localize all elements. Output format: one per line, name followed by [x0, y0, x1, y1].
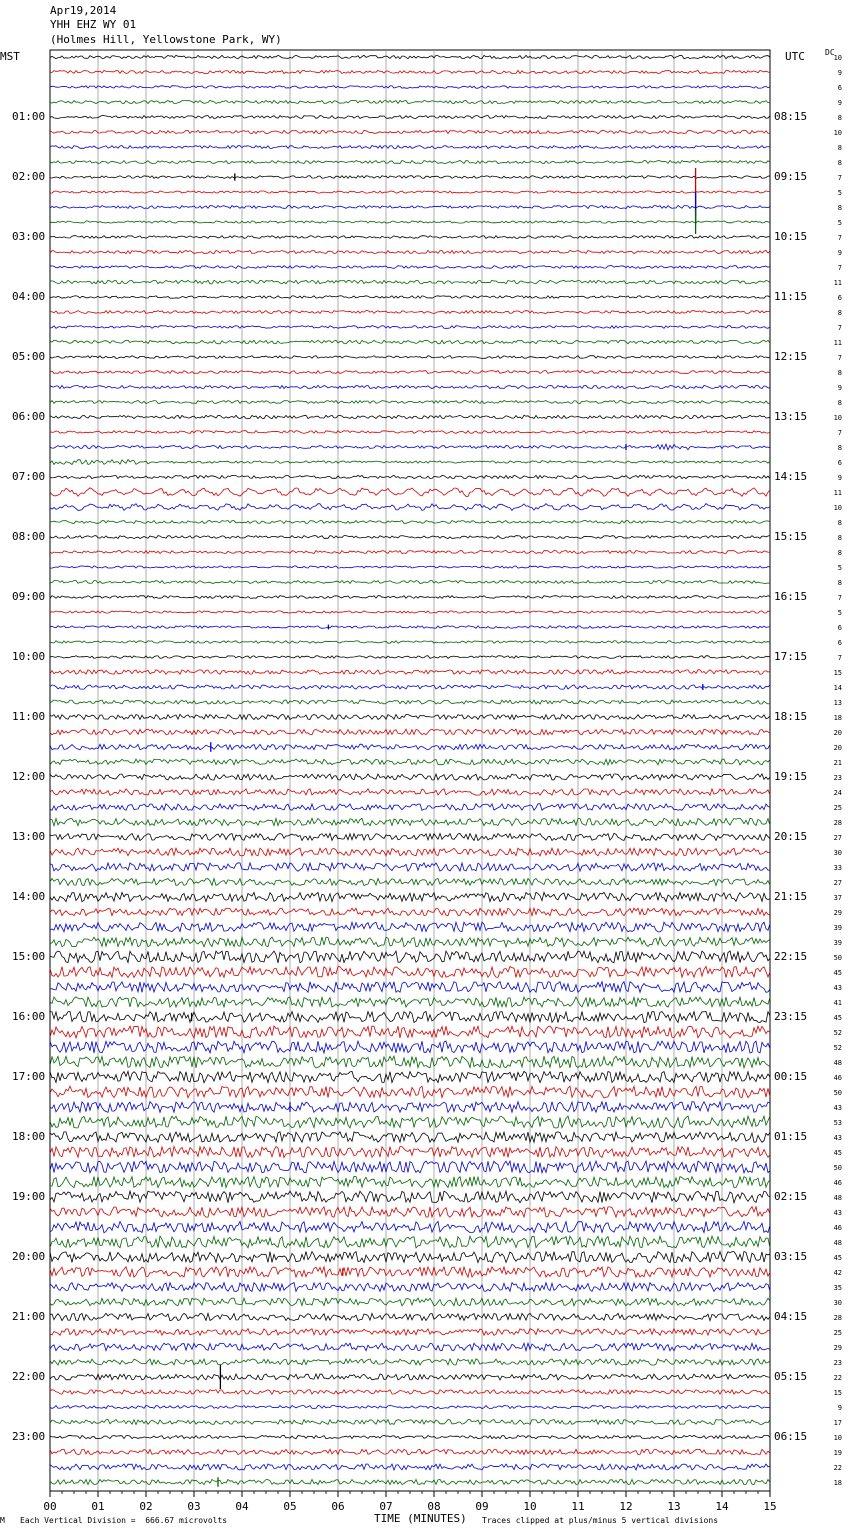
left-hour-label: 21:00 [12, 1310, 46, 1323]
x-tick-label-03: 03 [187, 1500, 201, 1513]
trace-row-16 [50, 296, 770, 298]
dc-offset-16: 6 [837, 294, 842, 302]
dc-offset-43: 13 [833, 699, 842, 707]
left-hour-label: 02:00 [12, 170, 46, 183]
x-tick-label-07: 07 [379, 1500, 393, 1513]
dc-offset-82: 35 [833, 1284, 842, 1292]
trace-row-81 [50, 1267, 770, 1277]
trace-row-79 [50, 1236, 770, 1248]
dc-offset-15: 11 [833, 279, 842, 287]
trace-row-52 [50, 833, 770, 840]
left-hour-label: 12:00 [12, 770, 46, 783]
dc-offset-34: 5 [837, 564, 842, 572]
trace-row-54 [50, 863, 770, 871]
x-tick-label-14: 14 [715, 1500, 729, 1513]
dc-offset-94: 22 [833, 1464, 842, 1472]
right-hour-label: 16:15 [774, 590, 808, 603]
trace-row-19 [50, 340, 770, 344]
trace-row-46 [50, 744, 770, 750]
dc-offset-63: 41 [833, 999, 842, 1007]
trace-row-49 [50, 789, 770, 795]
dc-offset-55: 27 [833, 879, 842, 887]
dc-offset-41: 15 [833, 669, 842, 677]
trace-row-36 [50, 596, 770, 599]
trace-row-5 [50, 130, 770, 133]
dc-offset-28: 9 [837, 474, 842, 482]
dc-offset-72: 43 [833, 1134, 842, 1142]
trace-row-21 [50, 371, 770, 374]
dc-offset-42: 14 [833, 684, 842, 692]
right-hour-label: 18:15 [774, 710, 808, 723]
dc-offset-49: 24 [833, 789, 842, 797]
x-tick-label-04: 04 [235, 1500, 249, 1513]
trace-row-12 [50, 236, 770, 239]
dc-offset-69: 50 [833, 1089, 842, 1097]
left-hour-label: 10:00 [12, 650, 46, 663]
trace-row-83 [50, 1298, 770, 1306]
dc-offset-5: 10 [833, 129, 842, 137]
dc-offset-65: 52 [833, 1029, 842, 1037]
trace-row-67 [50, 1056, 770, 1068]
dc-offset-93: 19 [833, 1449, 842, 1457]
left-hour-label: 04:00 [12, 290, 46, 303]
trace-row-38 [50, 626, 770, 629]
left-hour-label: 05:00 [12, 350, 46, 363]
dc-offset-50: 25 [833, 804, 842, 812]
dc-offset-9: 5 [837, 189, 842, 197]
dc-offset-0: 10 [833, 54, 842, 62]
dc-offset-77: 43 [833, 1209, 842, 1217]
dc-offset-88: 22 [833, 1374, 842, 1382]
trace-row-62 [50, 982, 770, 993]
dc-offset-37: 5 [837, 609, 842, 617]
dc-offset-53: 30 [833, 849, 842, 857]
right-hour-label: 01:15 [774, 1130, 808, 1143]
trace-row-74 [50, 1161, 770, 1173]
trace-row-9 [50, 191, 770, 193]
dc-offset-45: 20 [833, 729, 842, 737]
dc-offset-60: 50 [833, 954, 842, 962]
dc-offset-61: 45 [833, 969, 842, 977]
trace-row-10 [50, 206, 770, 209]
x-tick-label-12: 12 [619, 1500, 633, 1513]
dc-offset-25: 7 [837, 429, 842, 437]
right-hour-label: 17:15 [774, 650, 808, 663]
trace-row-25 [50, 431, 770, 434]
trace-row-50 [50, 804, 770, 811]
dc-offset-54: 33 [833, 864, 842, 872]
trace-row-73 [50, 1147, 770, 1158]
right-hour-label: 09:15 [774, 170, 808, 183]
dc-offset-83: 30 [833, 1299, 842, 1307]
left-hour-label: 18:00 [12, 1130, 46, 1143]
dc-offset-4: 8 [837, 114, 842, 122]
dc-offset-59: 39 [833, 939, 842, 947]
right-hour-label: 05:15 [774, 1370, 808, 1383]
trace-row-44 [50, 714, 770, 719]
right-hour-label: 13:15 [774, 410, 808, 423]
right-hour-label: 12:15 [774, 350, 808, 363]
dc-offset-2: 6 [837, 84, 842, 92]
trace-row-57 [50, 908, 770, 916]
trace-row-20 [50, 356, 770, 359]
trace-row-13 [50, 250, 770, 253]
trace-row-7 [50, 161, 770, 164]
trace-row-77 [50, 1207, 770, 1218]
trace-row-68 [50, 1071, 770, 1082]
dc-offset-12: 7 [837, 234, 842, 242]
trace-row-4 [50, 116, 770, 119]
trace-row-61 [50, 967, 770, 978]
dc-offset-44: 18 [833, 714, 842, 722]
dc-offset-36: 7 [837, 594, 842, 602]
dc-offset-14: 7 [837, 264, 842, 272]
x-tick-label-02: 02 [139, 1500, 153, 1513]
trace-row-1 [50, 70, 770, 73]
trace-row-35 [50, 581, 770, 584]
right-hour-label: 19:15 [774, 770, 808, 783]
dc-offset-18: 7 [837, 324, 842, 332]
dc-offset-87: 23 [833, 1359, 842, 1367]
trace-row-58 [50, 922, 770, 932]
x-axis-label: TIME (MINUTES) [374, 1512, 467, 1525]
dc-offset-95: 18 [833, 1479, 842, 1487]
dc-offset-35: 8 [837, 579, 842, 587]
trace-row-78 [50, 1221, 770, 1232]
dc-offset-11: 5 [837, 219, 842, 227]
trace-row-18 [50, 326, 770, 329]
trace-row-26 [50, 444, 770, 450]
dc-offset-86: 29 [833, 1344, 842, 1352]
dc-offset-75: 46 [833, 1179, 842, 1187]
dc-offset-56: 37 [833, 894, 842, 902]
trace-row-40 [50, 656, 770, 659]
right-hour-label: 15:15 [774, 530, 808, 543]
trace-row-42 [50, 685, 770, 689]
trace-row-51 [50, 818, 770, 825]
trace-row-76 [50, 1191, 770, 1203]
left-hour-label: 14:00 [12, 890, 46, 903]
trace-row-69 [50, 1086, 770, 1098]
left-hour-label: 15:00 [12, 950, 46, 963]
dc-offset-71: 53 [833, 1119, 842, 1127]
trace-row-24 [50, 415, 770, 418]
trace-row-60 [50, 951, 770, 963]
trace-row-56 [50, 892, 770, 901]
dc-offset-91: 17 [833, 1419, 842, 1427]
dc-offset-58: 39 [833, 924, 842, 932]
right-hour-label: 04:15 [774, 1310, 808, 1323]
dc-offset-80: 45 [833, 1254, 842, 1262]
trace-row-31 [50, 521, 770, 524]
x-tick-label-05: 05 [283, 1500, 297, 1513]
trace-row-87 [50, 1359, 770, 1365]
x-tick-label-11: 11 [571, 1500, 585, 1513]
dc-offset-52: 27 [833, 834, 842, 842]
right-timezone: UTC [785, 50, 805, 63]
right-hour-label: 03:15 [774, 1250, 808, 1263]
dc-offset-84: 28 [833, 1314, 842, 1322]
dc-offset-13: 9 [837, 249, 842, 257]
dc-offset-8: 7 [837, 174, 842, 182]
trace-row-8 [50, 176, 770, 179]
trace-row-91 [50, 1420, 770, 1425]
dc-offset-66: 52 [833, 1044, 842, 1052]
trace-row-71 [50, 1116, 770, 1128]
trace-row-30 [50, 504, 770, 511]
right-hour-label: 00:15 [774, 1070, 808, 1083]
trace-row-37 [50, 611, 770, 613]
left-timezone: MST [0, 50, 20, 63]
trace-row-32 [50, 536, 770, 539]
dc-offset-67: 48 [833, 1059, 842, 1067]
left-hour-label: 11:00 [12, 710, 46, 723]
trace-row-66 [50, 1041, 770, 1053]
dc-offset-57: 29 [833, 909, 842, 917]
trace-row-39 [50, 641, 770, 644]
dc-offset-29: 11 [833, 489, 842, 497]
dc-offset-70: 43 [833, 1104, 842, 1112]
dc-offset-47: 21 [833, 759, 842, 767]
dc-offset-46: 20 [833, 744, 842, 752]
left-hour-label: 09:00 [12, 590, 46, 603]
x-tick-label-00: 00 [43, 1500, 57, 1513]
dc-offset-78: 46 [833, 1224, 842, 1232]
left-hour-label: 13:00 [12, 830, 46, 843]
x-tick-label-10: 10 [523, 1500, 537, 1513]
left-hour-label: 08:00 [12, 530, 46, 543]
trace-row-17 [50, 311, 770, 314]
dc-offset-89: 15 [833, 1389, 842, 1397]
right-hour-label: 22:15 [774, 950, 808, 963]
dc-offset-48: 23 [833, 774, 842, 782]
trace-row-53 [50, 848, 770, 856]
x-tick-label-06: 06 [331, 1500, 345, 1513]
trace-row-41 [50, 670, 770, 674]
dc-offset-21: 8 [837, 369, 842, 377]
trace-row-33 [50, 551, 770, 554]
dc-offset-3: 9 [837, 99, 842, 107]
trace-row-29 [50, 488, 770, 497]
dc-offset-73: 45 [833, 1149, 842, 1157]
left-hour-label: 06:00 [12, 410, 46, 423]
trace-row-22 [50, 385, 770, 388]
dc-offset-7: 8 [837, 159, 842, 167]
trace-row-23 [50, 401, 770, 404]
left-hour-label: 17:00 [12, 1070, 46, 1083]
trace-row-95 [50, 1479, 770, 1484]
dc-offset-32: 8 [837, 534, 842, 542]
station-name: YHH EHZ WY 01 [50, 18, 137, 31]
trace-row-80 [50, 1252, 770, 1263]
trace-row-47 [50, 759, 770, 765]
x-tick-label-01: 01 [91, 1500, 105, 1513]
trace-row-70 [50, 1102, 770, 1113]
trace-row-27 [50, 460, 770, 465]
dc-offset-81: 42 [833, 1269, 842, 1277]
left-hour-label: 22:00 [12, 1370, 46, 1383]
right-hour-label: 02:15 [774, 1190, 808, 1203]
trace-row-34 [50, 566, 770, 568]
right-hour-label: 14:15 [774, 470, 808, 483]
right-hour-label: 11:15 [774, 290, 808, 303]
trace-row-92 [50, 1435, 770, 1438]
trace-row-28 [50, 475, 770, 478]
trace-row-93 [50, 1449, 770, 1454]
dc-offset-92: 10 [833, 1434, 842, 1442]
left-hour-label: 23:00 [12, 1430, 46, 1443]
trace-row-3 [50, 100, 770, 103]
trace-row-63 [50, 997, 770, 1007]
dc-label: DC [825, 48, 835, 57]
trace-row-86 [50, 1343, 770, 1351]
trace-row-88 [50, 1374, 770, 1380]
trace-row-43 [50, 700, 770, 704]
right-hour-label: 23:15 [774, 1010, 808, 1023]
station-location: (Holmes Hill, Yellowstone Park, WY) [50, 33, 282, 46]
trace-row-82 [50, 1283, 770, 1292]
left-hour-label: 01:00 [12, 110, 46, 123]
dc-offset-10: 8 [837, 204, 842, 212]
dc-offset-30: 10 [833, 504, 842, 512]
right-hour-label: 06:15 [774, 1430, 808, 1443]
left-hour-label: 19:00 [12, 1190, 46, 1203]
x-tick-label-13: 13 [667, 1500, 681, 1513]
trace-row-0 [50, 55, 770, 58]
dc-offset-90: 9 [837, 1404, 842, 1412]
trace-row-11 [50, 221, 770, 223]
dc-offset-17: 8 [837, 309, 842, 317]
dc-offset-62: 43 [833, 984, 842, 992]
trace-row-75 [50, 1176, 770, 1187]
left-hour-label: 20:00 [12, 1250, 46, 1263]
trace-row-64 [50, 1012, 770, 1023]
x-tick-label-08: 08 [427, 1500, 441, 1513]
trace-row-55 [50, 879, 770, 886]
dc-offset-19: 11 [833, 339, 842, 347]
dc-offset-74: 50 [833, 1164, 842, 1172]
dc-offset-33: 8 [837, 549, 842, 557]
left-hour-label: 07:00 [12, 470, 46, 483]
dc-offset-85: 25 [833, 1329, 842, 1337]
dc-offset-27: 6 [837, 459, 842, 467]
trace-row-48 [50, 774, 770, 780]
x-tick-label-09: 09 [475, 1500, 489, 1513]
dc-offset-20: 7 [837, 354, 842, 362]
left-hour-label: 03:00 [12, 230, 46, 243]
trace-row-84 [50, 1313, 770, 1320]
clip-note: Traces clipped at plus/minus 5 vertical divisions [482, 1516, 719, 1525]
trace-row-89 [50, 1390, 770, 1394]
dc-offset-68: 46 [833, 1074, 842, 1082]
right-hour-label: 20:15 [774, 830, 808, 843]
left-hour-label: 16:00 [12, 1010, 46, 1023]
dc-offset-31: 8 [837, 519, 842, 527]
right-hour-label: 08:15 [774, 110, 808, 123]
trace-row-14 [50, 266, 770, 269]
right-hour-label: 21:15 [774, 890, 808, 903]
trace-row-94 [50, 1464, 770, 1470]
dc-offset-39: 6 [837, 639, 842, 647]
dc-offset-51: 28 [833, 819, 842, 827]
trace-row-2 [50, 86, 770, 89]
dc-offset-76: 48 [833, 1194, 842, 1202]
dc-offset-24: 10 [833, 414, 842, 422]
dc-offset-1: 9 [837, 69, 842, 77]
trace-row-65 [50, 1026, 770, 1038]
trace-row-72 [50, 1132, 770, 1143]
trace-row-90 [50, 1405, 770, 1408]
trace-row-59 [50, 937, 770, 947]
right-hour-label: 10:15 [774, 230, 808, 243]
dc-offset-6: 8 [837, 144, 842, 152]
dc-offset-79: 48 [833, 1239, 842, 1247]
scale-note: Each Vertical Division = 666.67 microvolts [20, 1516, 228, 1525]
dc-offset-22: 9 [837, 384, 842, 392]
footer-mark: M [0, 1516, 5, 1525]
trace-row-15 [50, 280, 770, 284]
trace-row-6 [50, 146, 770, 149]
dc-offset-64: 45 [833, 1014, 842, 1022]
dc-offset-26: 8 [837, 444, 842, 452]
dc-offset-23: 8 [837, 399, 842, 407]
dc-offset-38: 6 [837, 624, 842, 632]
x-tick-label-15: 15 [763, 1500, 777, 1513]
dc-offset-40: 7 [837, 654, 842, 662]
trace-row-45 [50, 729, 770, 735]
trace-row-85 [50, 1329, 770, 1336]
chart-date: Apr19,2014 [50, 4, 117, 17]
